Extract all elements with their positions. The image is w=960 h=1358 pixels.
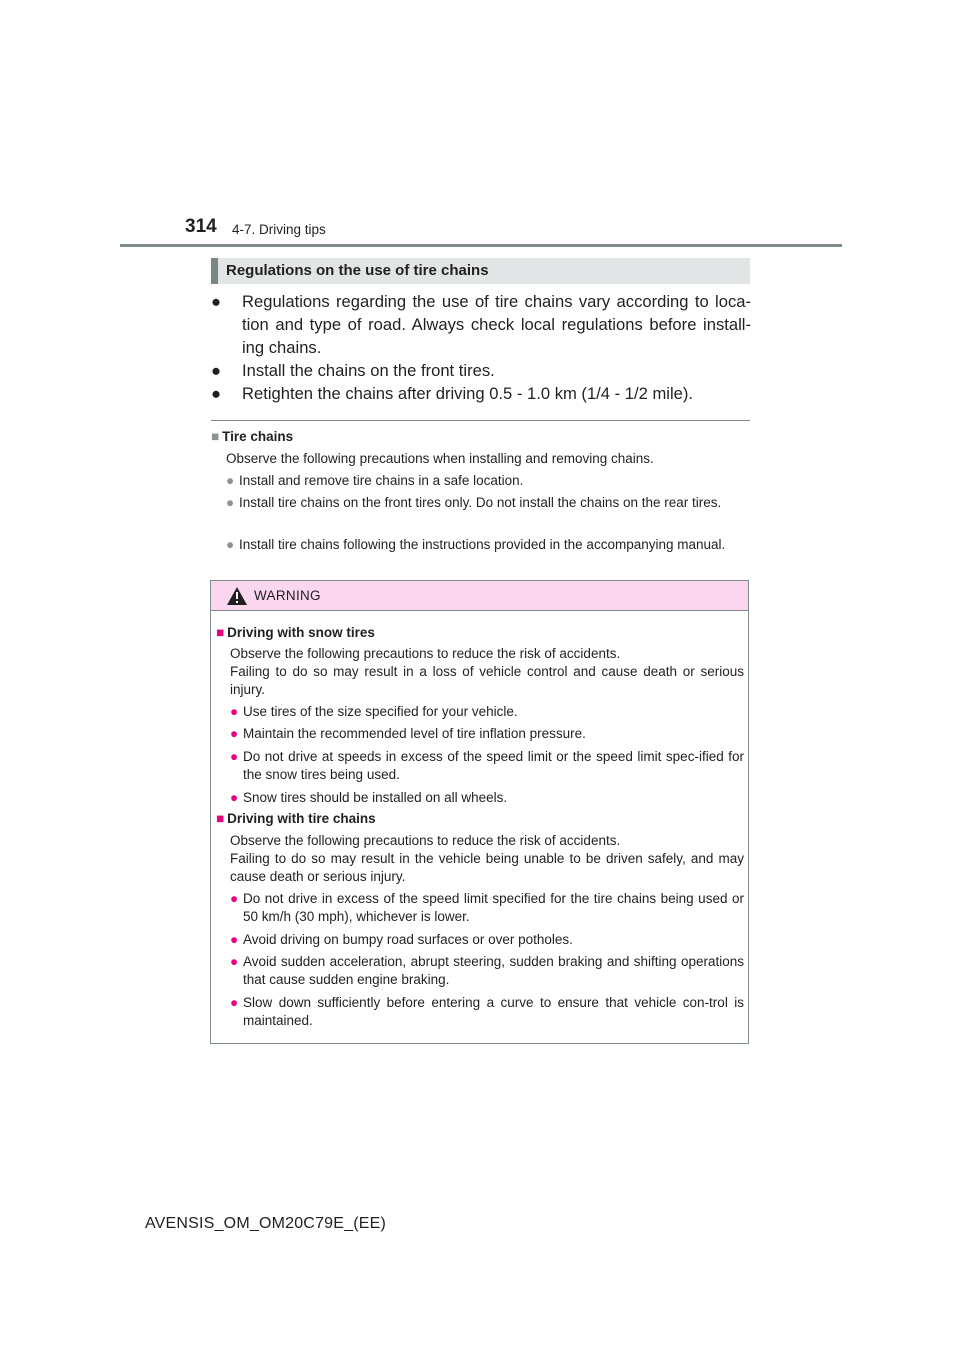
list-item: [211, 382, 751, 405]
bullet-icon: ●: [211, 384, 222, 403]
snow-tires-heading-text: Driving with snow tires: [227, 625, 375, 640]
bullet-icon: ●: [230, 749, 239, 764]
list-item-text: Snow tires should be installed on all wheels.: [243, 790, 508, 805]
bullet-icon: ●: [230, 704, 239, 719]
warning-box: [210, 580, 749, 1044]
list-item: [226, 494, 750, 512]
bullet-icon: ●: [230, 790, 239, 805]
list-item: [230, 931, 744, 949]
footer-document-code: AVENSIS_OM_OM20C79E_(EE): [145, 1215, 387, 1232]
square-bullet-icon: ■: [211, 429, 220, 444]
tire-chains-warning-heading-text: Driving with tire chains: [227, 811, 376, 826]
list-item: [230, 994, 744, 1030]
bullet-icon: ●: [211, 361, 222, 380]
regulations-divider: [211, 420, 750, 421]
list-item: [230, 789, 744, 807]
regulations-title-bar: [211, 258, 750, 284]
list-item-text: Do not drive in excess of the speed limit specified for the tire chains being used or 50 km/h (30 mph), whichever is lower.: [243, 891, 744, 924]
snow-tires-heading: [216, 625, 375, 640]
warning-triangle-icon: [226, 586, 248, 606]
list-item: [230, 725, 744, 743]
list-item-text: Install and remove tire chains in a safe location.: [239, 473, 524, 488]
list-item: [230, 953, 744, 989]
list-item: [211, 290, 751, 359]
square-bullet-icon: ■: [216, 625, 225, 640]
bullet-icon: ●: [230, 995, 239, 1010]
list-item-text: Regulations regarding the use of tire chains vary according to loca-tion and type of road. Always check local regulations before install-ing chains.: [242, 292, 751, 357]
section-label: 4-7. Driving tips: [232, 222, 326, 237]
list-item-text: Avoid driving on bumpy road surfaces or over potholes.: [243, 932, 573, 947]
list-item-text: Slow down sufficiently before entering a curve to ensure that vehicle con-trol is maintained.: [243, 995, 744, 1028]
snow-tires-intro: Observe the following precautions to reduce the risk of accidents.: [230, 646, 621, 661]
page-number: 314: [185, 216, 217, 237]
list-item: [226, 536, 750, 554]
tire-chains-warning-consequence: Failing to do so may result in the vehicle being unable to be driven safely, and may cause death or serious injury.: [230, 851, 744, 884]
regulations-list: [211, 290, 751, 405]
list-item-text: Maintain the recommended level of tire inflation pressure.: [243, 726, 586, 741]
regulations-title: Regulations on the use of tire chains: [226, 262, 489, 279]
bullet-icon: ●: [226, 495, 235, 510]
list-item: [230, 748, 744, 784]
list-item-text: Use tires of the size specified for your vehicle.: [243, 704, 518, 719]
title-bar-accent: [211, 258, 218, 284]
bullet-icon: ●: [230, 891, 239, 906]
bullet-icon: ●: [226, 537, 235, 552]
tire-chains-heading-text: Tire chains: [222, 429, 294, 444]
bullet-icon: ●: [230, 954, 239, 969]
square-bullet-icon: ■: [216, 811, 225, 826]
list-item-text: Avoid sudden acceleration, abrupt steering, sudden braking and shifting operations that cause sudden engine braking.: [243, 954, 744, 987]
list-item-text: Do not drive at speeds in excess of the speed limit or the speed limit spec-ified for the snow tires being used.: [243, 749, 744, 782]
snow-tires-consequence: Failing to do so may result in a loss of vehicle control and cause death or serious injury.: [230, 664, 744, 697]
tire-chains-intro: Observe the following precautions when installing and removing chains.: [226, 451, 654, 466]
list-item: [230, 890, 744, 926]
bullet-icon: ●: [226, 473, 235, 488]
list-item: [230, 703, 744, 721]
list-item-text: Install tire chains following the instructions provided in the accompanying manual.: [239, 537, 726, 552]
list-item: [211, 359, 751, 382]
bullet-icon: ●: [230, 932, 239, 947]
list-item-text: Install tire chains on the front tires only. Do not install the chains on the rear tires.: [239, 495, 722, 510]
header-divider: [120, 244, 842, 247]
tire-chains-warning-intro: Observe the following precautions to reduce the risk of accidents.: [230, 833, 621, 848]
list-item: [226, 472, 750, 490]
tire-chains-heading: [211, 429, 293, 444]
warning-label: WARNING: [254, 588, 321, 603]
warning-header: [211, 581, 748, 611]
bullet-icon: ●: [230, 726, 239, 741]
bullet-icon: ●: [211, 292, 222, 311]
tire-chains-warning-heading: [216, 811, 376, 826]
list-item-text: Retighten the chains after driving 0.5 - 1.0 km (1/4 - 1/2 mile).: [242, 384, 694, 403]
list-item-text: Install the chains on the front tires.: [242, 361, 495, 380]
